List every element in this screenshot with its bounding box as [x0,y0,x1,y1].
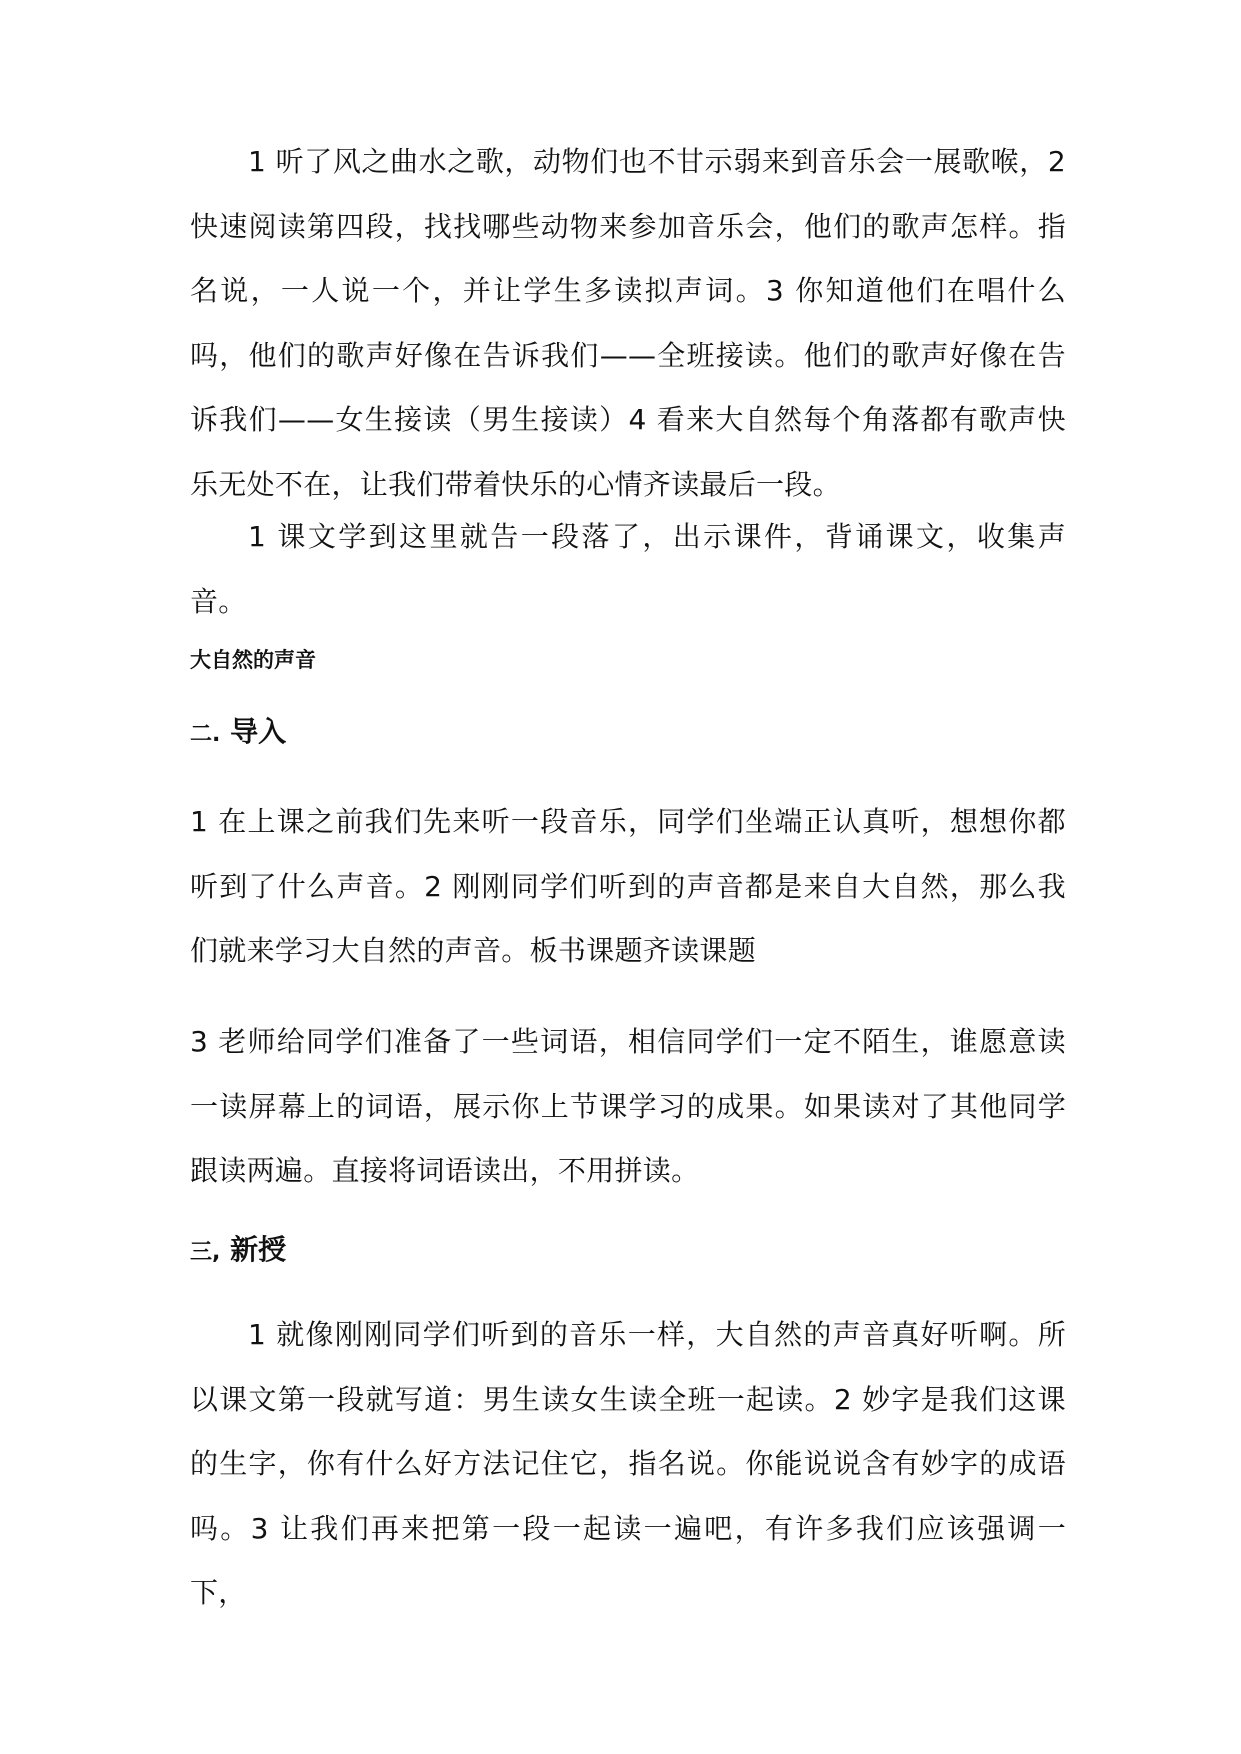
section-title: 导入 [230,715,287,748]
paragraph-intro-music: 1 在上课之前我们先来听一段音乐，同学们坐端正认真听，想想你都听到了什么声音。2 刚刚同学们听到的声音都是来自大自然，那么我们就来学习大自然的声音。板书课题齐读课题 [190,805,1066,967]
document-title: 大自然的声音 [190,648,316,672]
section-heading-intro [190,712,286,755]
paragraph-lesson-summary: 1 课文学到这里就告一段落了，出示课件，背诵课文，收集声音。 [190,520,1066,618]
section-heading-new [190,1230,286,1273]
paragraph-animals-concert: 1 听了风之曲水之歌，动物们也不甘示弱来到音乐会一展歌喉，2 快速阅读第四段，找找哪些动物来参加音乐会，他们的歌声怎样。指名说，一人说一个，并让学生多读拟声词。3 你知道他们在唱什么吗，他们的歌声好像在告诉我们——全班接读。他们的歌声好像在告诉我们——女生接读（男生接读）4 看来大自然每个角落都有歌声快乐无处不在，让我们带着快乐的心情齐读最后一段。 [190,145,1066,501]
paragraph-new-lesson: 1 就像刚刚同学们听到的音乐一样，大自然的声音真好听啊。所以课文第一段就写道：男生读女生读全班一起读。2 妙字是我们这课的生字，你有什么好方法记住它，指名说。你能说说含有妙字的成语吗。3 让我们再来把第一段一起读一遍吧，有许多我们应该强调一下， [190,1318,1066,1609]
section-title: 新授 [230,1233,287,1266]
section-number: 三, [190,1240,221,1265]
section-number: 二. [190,722,221,747]
paragraph-intro-vocabulary: 3 老师给同学们准备了一些词语，相信同学们一定不陌生，谁愿意读一读屏幕上的词语，展示你上节课学习的成果。如果读对了其他同学跟读两遍。直接将词语读出，不用拼读。 [190,1025,1066,1187]
